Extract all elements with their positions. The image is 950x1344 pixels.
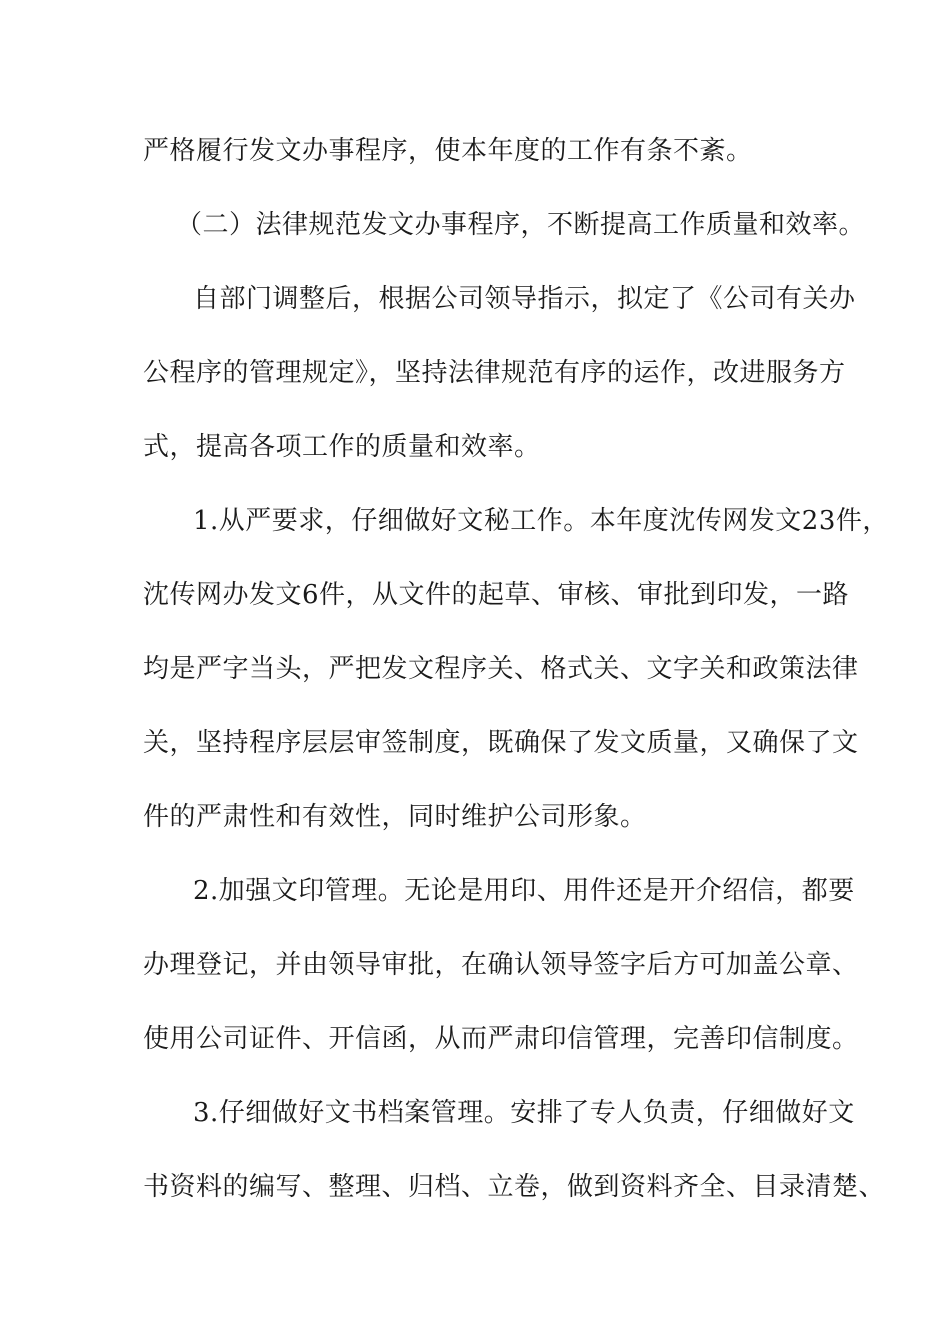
text-line-9: 关，坚持程序层层审签制度，既确保了发文质量，又确保了文 [143,728,859,758]
text-line-4: 公程序的管理规定》，坚持法律规范有序的运作，改进服务方 [143,358,846,388]
text-line-13: 使用公司证件、开信函，从而严肃印信管理，完善印信制度。 [143,1024,859,1054]
text-line-5: 式，提高各项工作的质量和效率。 [143,432,541,462]
text-line-10: 件的严肃性和有效性，同时维护公司形象。 [143,802,647,832]
text-line-3: 自部门调整后，根据公司领导指示，拟定了《公司有关办 [193,284,856,314]
section-heading: （二）法律规范发文办事程序，不断提高工作质量和效率。 [176,210,866,240]
text-line-8: 均是严字当头，严把发文程序关、格式关、文字关和政策法律 [143,654,859,684]
text-line-11: 2.加强文印管理。无论是用印、用件还是开介绍信，都要 [193,876,855,906]
text-line-7: 沈传网办发文6件，从文件的起草、审核、审批到印发，一路 [143,580,850,610]
text-line-1: 严格履行发文办事程序，使本年度的工作有条不紊。 [143,136,753,166]
text-line-6: 1.从严要求，仔细做好文秘工作。本年度沈传网发文23件， [193,506,889,536]
text-line-15: 书资料的编写、整理、归档、立卷，做到资料齐全、目录清楚、 [143,1172,886,1202]
text-line-12: 办理登记，并由领导审批，在确认领导签字后方可加盖公章、 [143,950,859,980]
text-line-14: 3.仔细做好文书档案管理。安排了专人负责，仔细做好文 [193,1098,855,1128]
